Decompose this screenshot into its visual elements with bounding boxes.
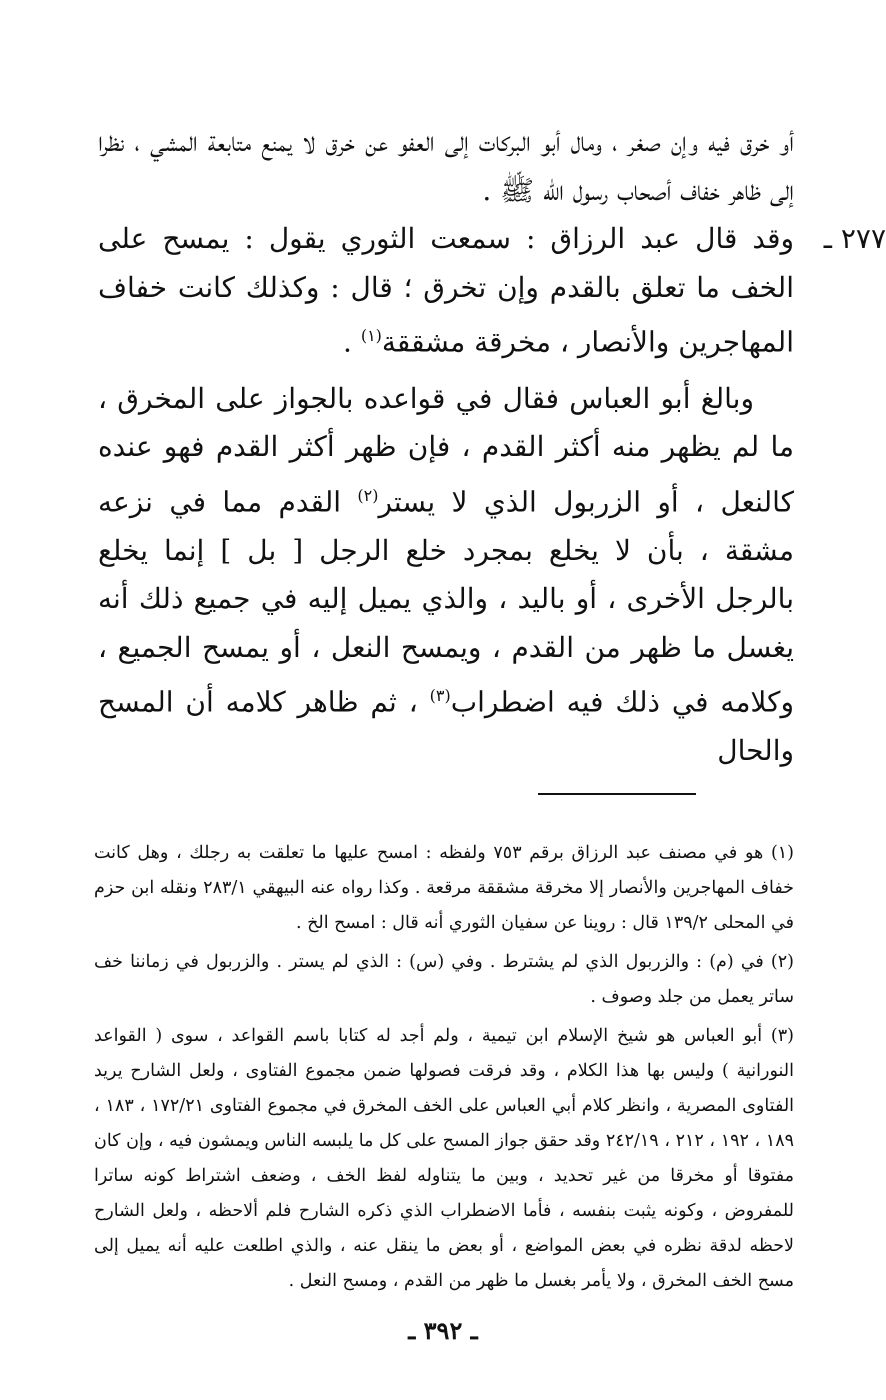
abbas-text-1: وبالغ أبو العباس فقال في قواعده بالجواز على المخرق ، ما لم يظهر منه أكثر القدم ، فإن ظهر أكثر القدم فهو عنده كالنعل ، أو الزربول الذي لا يستر <box>98 381 794 519</box>
footnote-1: (١) هو في مصنف عبد الرزاق برقم ٧٥٣ ولفظه : امسح عليها ما تعلقت به رجلك ، وهل كانت خفاف المهاجرين والأنصار إلا مخرقة مشققة مرقعة . وكذا رواه عنه البيهقي ٢٨٣/١ ونقله ابن حزم في المحلى ١٣٩/٢ قال : روينا عن سفيان الثوري أنه قال : امسح الخ . <box>94 843 795 933</box>
narration-end: . <box>343 325 361 359</box>
abbas-text-3: ، ثم ظاهر كلامه أن المسح والحال <box>98 685 794 767</box>
narration-text: وقد قال عبد الرزاق : سمعت الثوري يقول : يمسح على الخف ما تعلق بالقدم وإن تخرق ؛ قال : وكذلك كانت خفاف المهاجرين والأنصار ، مخرقة مشققة <box>98 222 794 359</box>
entry-number: ٢٧٧ ـ <box>823 222 886 255</box>
footnote-ref-3: (٣) <box>429 686 451 706</box>
narration-277 <box>98 215 886 367</box>
footnote-ref-2: (٢) <box>357 485 379 505</box>
abbas-text-2: القدم مما في نزعه مشقة ، بأن لا يخلع بمجرد خلع الرجل [ بل ] إنما يخلع بالرجل الأخرى ، أو باليد ، والذي يميل إليه في جميع ذلك أنه يغسل ما ظهر من القدم ، ويمسح النعل ، أو يمسح الجميع ، وكلامه في ذلك فيه اضطراب <box>98 485 794 719</box>
intro-paragraph: أو خرق فيه وإن صغر ، ومال أبو البركات إلى العفو عن خرق لا يمنع متابعة المشي ، نظرا إلى ظاهر خفاف أصحاب رسول الله ﷺ . <box>98 125 794 207</box>
footnote-ref-1: (١) <box>360 326 382 345</box>
abbas-paragraph <box>98 375 794 776</box>
footnotes <box>94 836 794 1299</box>
main-text <box>98 118 886 775</box>
footnote-2: (٢) في (م) : والزربول الذي لم يشترط . وفي (س) : الذي لم يستر . والزربول في زماننا خف ساتر يعمل من جلد وصوف . <box>94 952 794 1007</box>
page-number: ـ ٣٩٢ ـ <box>408 1316 478 1345</box>
footnote-separator <box>538 793 696 795</box>
footnote-3: (٣) أبو العباس هو شيخ الإسلام ابن تيمية ، ولم أجد له كتابا باسم القواعد ، سوى ( القواعد النورانية ) وليس بها هذا الكلام ، وقد فرقت فصولها ضمن مجموع الفتاوى ، ولعل الشارح يريد الفتاوى المصرية ، وانظر كلام أبي العباس على الخف المخرق في مجموع الفتاوى ١٧٢/٢١ ، ١٨٣ ، ١٨٩ ، ١٩٢ ، ٢١٢ ، ٢٤٢/١٩ وقد حقق جواز المسح على كل ما يلبسه الناس ويمشون فيه ، وإن كان مفتوقا أو مخرقا من غير تحديد ، وبين ما يتناوله لفظ الخف ، وضعف اشتراط كونه ساترا للمفروض ، وكونه يثبت بنفسه ، فأما الاضطراب الذي ذكره الشارح فلم ألاحظه ، ولعل الشارح لاحظه لدقة نظره في بعض المواضع ، أو بعض ما ينقل عنه ، والذي اطلعت عليه أنه يميل إلى مسح الخف المخرق ، ولا يأمر بغسل ما ظهر من القدم ، ومسح النعل . <box>94 1026 795 1291</box>
